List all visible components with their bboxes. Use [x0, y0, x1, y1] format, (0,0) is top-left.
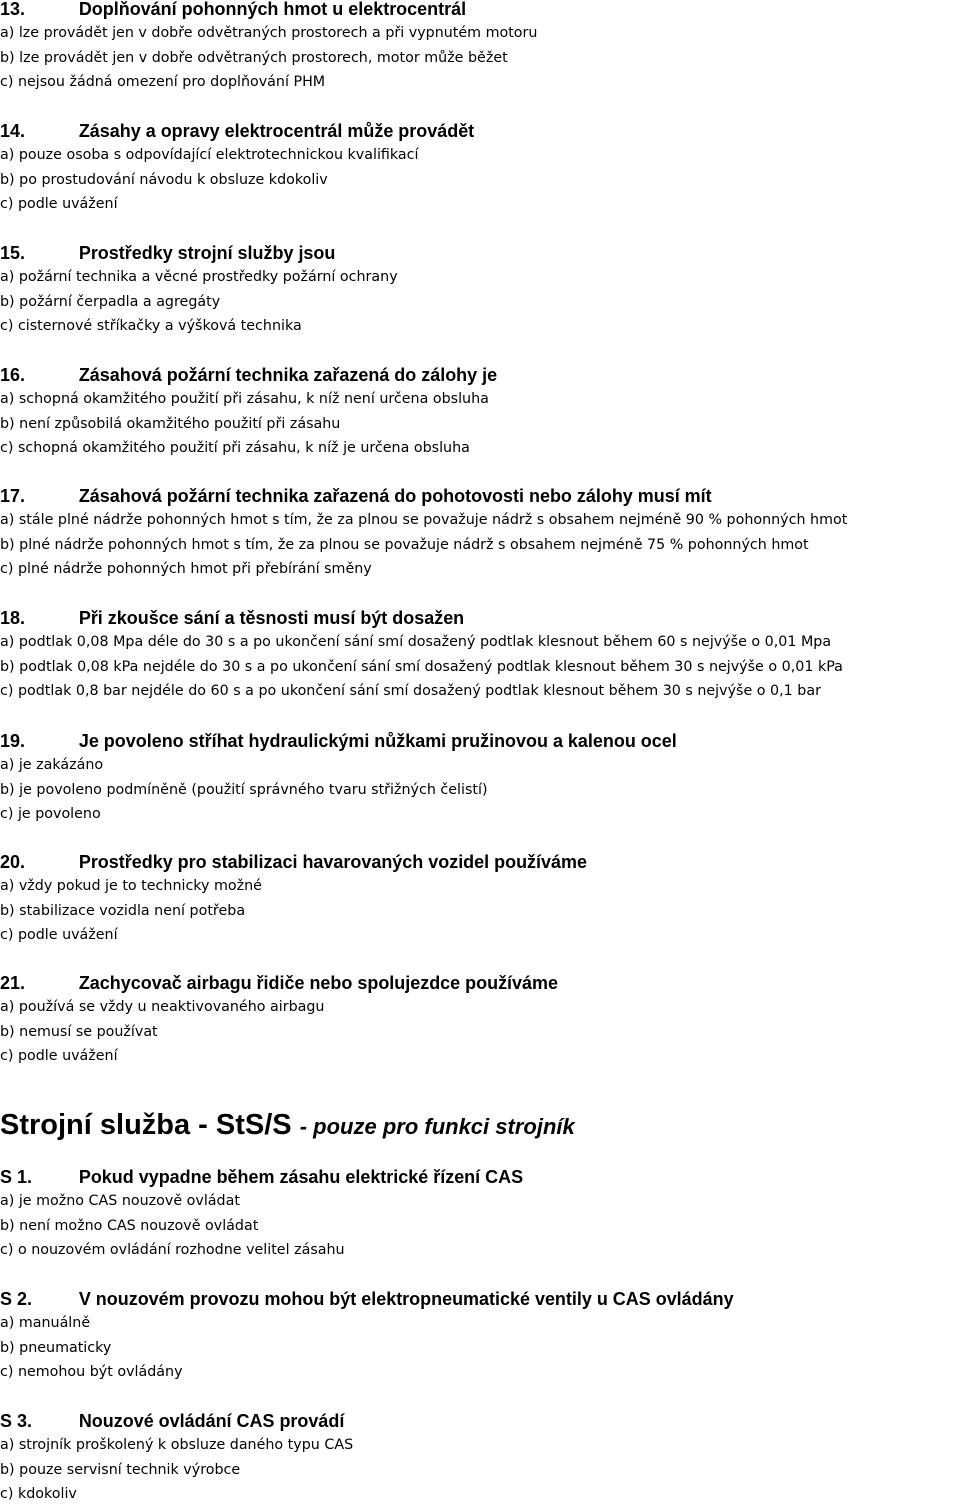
answer-option: b) je povoleno podmíněně (použití správného tvaru střižných čelistí) — [0, 781, 488, 798]
question-block — [0, 606, 960, 704]
question-text: Zachycovač airbagu řidiče nebo spolujezdce používáme — [78, 973, 558, 993]
answer-option: a) požární technika a věcné prostředky požární ochrany — [0, 269, 398, 285]
answer-option: b) lze provádět jen v dobře odvětraných prostorech, motor může běžet — [0, 49, 508, 66]
machinist-question-block — [0, 1409, 960, 1507]
question-heading — [0, 971, 958, 995]
question-heading — [0, 1409, 958, 1433]
answer-option: b) podtlak 0,08 kPa nejdéle do 30 s a po ukončení sání smí dosažený podtlak klesnout během 30 s nejvýše o 0,01 kPa — [0, 658, 843, 675]
answer-option: a) lze provádět jen v dobře odvětraných prostorech a při vypnutém motoru — [0, 25, 538, 41]
question-block — [0, 363, 960, 461]
question-heading — [0, 850, 958, 874]
question-number: 20. — [0, 852, 25, 872]
question-block — [0, 0, 960, 95]
question-text: Při zkoušce sání a těsnosti musí být dosažen — [78, 608, 465, 628]
answer-option: c) podle uvážení — [0, 927, 118, 943]
answer-option: a) podtlak 0,08 Mpa déle do 30 s a po ukončení sání smí dosažený podtlak klesnout během 60 s nejvýše o 0,01 Mpa — [0, 634, 832, 650]
question-number: 15. — [0, 243, 25, 263]
answer-option: c) nejsou žádná omezení pro doplňování PHM — [0, 74, 326, 90]
answer-option: c) o nouzovém ovládání rozhodne velitel zásahu — [0, 1242, 345, 1258]
question-number: 14. — [0, 121, 25, 141]
answer-option: c) podle uvážení — [0, 196, 118, 212]
section-title — [0, 1106, 575, 1146]
answer-option: b) po prostudování návodu k obsluze kdokoliv — [0, 171, 328, 188]
question-text: Nouzové ovládání CAS provádí — [78, 1411, 345, 1431]
answer-option: a) vždy pokud je to technicky možné — [0, 878, 262, 894]
question-text: Doplňování pohonných hmot u elektrocentrál — [78, 0, 467, 19]
answer-option: c) plné nádrže pohonných hmot při přebírání směny — [0, 561, 372, 577]
question-block — [0, 484, 960, 582]
question-number: 19. — [0, 731, 25, 751]
answer-option: a) stále plné nádrže pohonných hmot s tím, že za plnou se považuje nádrž s obsahem nejméně 90 % pohonných hmot — [0, 512, 848, 528]
question-heading — [0, 729, 958, 753]
section-subtitle: - pouze pro funkci strojník — [299, 1114, 575, 1139]
question-text: V nouzovém provozu mohou být elektropneumatické ventily u CAS ovládány — [78, 1289, 734, 1309]
answer-option: c) schopná okamžitého použití při zásahu, k níž je určena obsluha — [0, 440, 470, 456]
question-number: S 2. — [0, 1289, 32, 1309]
answer-option: b) pneumaticky — [0, 1339, 112, 1356]
question-block — [0, 119, 960, 217]
question-text: Je povoleno stříhat hydraulickými nůžkami pružinovou a kalenou ocel — [78, 731, 677, 751]
question-heading — [0, 1165, 958, 1189]
question-text: Zásahová požární technika zařazená do zálohy je — [78, 365, 498, 385]
question-block — [0, 850, 960, 948]
question-text: Zásahová požární technika zařazená do pohotovosti nebo zálohy musí mít — [78, 486, 712, 506]
question-block — [0, 729, 960, 827]
answer-option: c) podle uvážení — [0, 1048, 118, 1064]
question-number: 18. — [0, 608, 25, 628]
answer-option: c) cisternové stříkačky a výšková technika — [0, 318, 302, 334]
question-number: S 3. — [0, 1411, 32, 1431]
question-text: Prostředky pro stabilizaci havarovaných vozidel používáme — [78, 852, 587, 872]
question-block — [0, 971, 960, 1069]
question-number: 17. — [0, 486, 25, 506]
answer-option: c) podtlak 0,8 bar nejdéle do 60 s a po ukončení sání smí dosažený podtlak klesnout během 30 s nejvýše o 0,1 bar — [0, 683, 821, 699]
question-number: 13. — [0, 0, 25, 19]
question-text: Pokud vypadne během zásahu elektrické řízení CAS — [78, 1167, 524, 1187]
answer-option: a) je zakázáno — [0, 757, 104, 773]
answer-option: c) nemohou být ovládány — [0, 1364, 183, 1380]
question-number: 16. — [0, 365, 25, 385]
answer-option: b) nemusí se používat — [0, 1023, 158, 1040]
question-number: 21. — [0, 973, 25, 993]
answer-option: c) kdokoliv — [0, 1486, 77, 1502]
question-heading — [0, 484, 958, 508]
question-number: S 1. — [0, 1167, 32, 1187]
question-heading — [0, 363, 958, 387]
answer-option: a) je možno CAS nouzově ovládat — [0, 1193, 240, 1209]
answer-option: a) pouze osoba s odpovídající elektrotechnickou kvalifikací — [0, 147, 419, 163]
question-heading — [0, 606, 958, 630]
answer-option: a) strojník proškolený k obsluze daného typu CAS — [0, 1437, 354, 1453]
question-heading — [0, 0, 958, 21]
question-block — [0, 241, 960, 339]
question-heading — [0, 241, 958, 265]
answer-option: c) je povoleno — [0, 806, 101, 822]
answer-option: b) pouze servisní technik výrobce — [0, 1461, 241, 1478]
machinist-question-block — [0, 1287, 960, 1385]
section-title-main: Strojní služba - StS/S — [0, 1109, 292, 1141]
question-text: Prostředky strojní služby jsou — [78, 243, 336, 263]
answer-option: b) požární čerpadla a agregáty — [0, 293, 221, 310]
answer-option: b) není způsobilá okamžitého použití při zásahu — [0, 415, 341, 432]
answer-option: a) schopná okamžitého použití při zásahu, k níž není určena obsluha — [0, 391, 489, 407]
answer-option: a) manuálně — [0, 1315, 91, 1331]
question-heading — [0, 1287, 958, 1311]
answer-option: b) není možno CAS nouzově ovládat — [0, 1217, 259, 1234]
answer-option: a) používá se vždy u neaktivovaného airbagu — [0, 999, 325, 1015]
machinist-question-block — [0, 1165, 960, 1263]
answer-option: b) stabilizace vozidla není potřeba — [0, 902, 246, 919]
question-text: Zásahy a opravy elektrocentrál může provádět — [78, 121, 475, 141]
question-heading — [0, 119, 958, 143]
answer-option: b) plné nádrže pohonných hmot s tím, že za plnou se považuje nádrž s obsahem nejméně 75 % pohonných hmot — [0, 536, 809, 553]
